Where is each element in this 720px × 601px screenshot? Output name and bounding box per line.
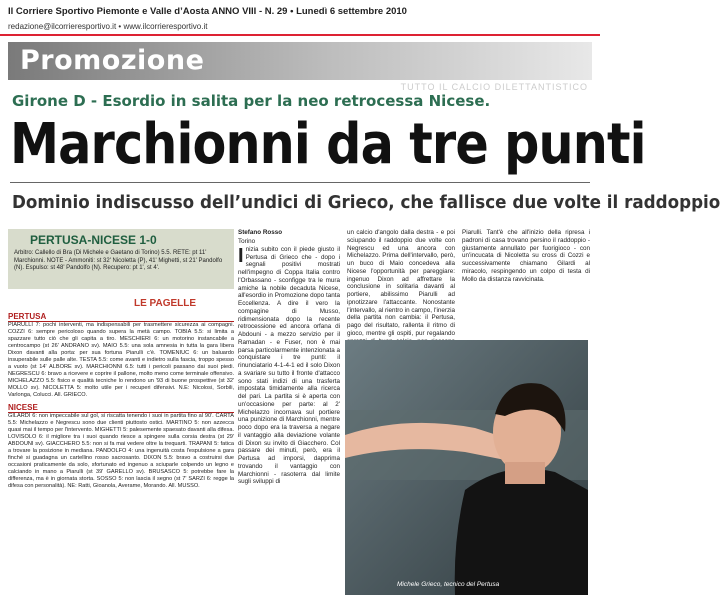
masthead-contacts: redazione@ilcorrieresportivo.it • www.ilcorrieresportivo.it [8, 22, 208, 31]
masthead-web[interactable]: www.ilcorrieresportivo.it [123, 22, 208, 31]
masthead-email[interactable]: redazione@ilcorrieresportivo.it [8, 22, 117, 31]
team-home: PERTUSA [8, 312, 234, 322]
masthead-issue: ANNO VIII - N. 29 [211, 6, 288, 17]
divider [10, 182, 590, 183]
kicker: Girone D - Esordio in salita per la neo retrocessa Nicese. [12, 92, 491, 110]
section-band [8, 42, 592, 80]
pagelle-section [8, 312, 234, 490]
article-col-1 [238, 238, 340, 486]
article-col2-text: un calcio d'angolo dalla destra - e poi sciupando il raddoppio due volte con Negrescu ed una ancora con Michelazzo. Prima dell'intervallo, però, un buco di Maio concedeva alla Nicese l'opportunità per pareggiare: ingenuo Dixon ad affrettare la conclusione in solitaria davanti al portiere, abilissimo Piarulli ad ipnotizzare l'attaccante. Nonostante l'intervallo, al rientro in campo, l'inerzia della partita non cambia: il Pertusa, pago del risultato, rallenta il ritmo di gioco, mentre gli ospiti, pur regalando [347, 229, 455, 337]
masthead-date: Lunedì 6 settembre 2010 [296, 6, 407, 17]
byline [238, 229, 282, 237]
pagelle-title: LE PAGELLE [134, 298, 197, 309]
watermark: TUTTO IL CALCIO DILETTANTISTICO [400, 82, 588, 92]
top-divider [0, 34, 600, 36]
article-col3-text: Piarulli. Tant'è che all'inizio della ripresa i padroni di casa trovano persino il raddoppio - giustamente annullato per fuorigioco - con un'incucata di Nicoletta su cross di Cozzi e successivamente chiamano Gilardi al miracolo, respingendo un colpo di testa di Mollo da distanza ravvicinata. [462, 229, 590, 283]
match-score: PERTUSA-NICESE 1-0 [30, 233, 157, 247]
home-grades: PIARULLI 7: pochi interventi, ma indispensabili per trasmettere sicurezza ai compagni. COZZI 6: sempre pericoloso quando supera la metà campo. TOBIA 5.5: si limita a spazzare tutto ciò che gli capita a tiro. MESCHIERI 6: un motorino instancabile a centrocampo (st 26' ANDRANO sv). MAIO 5.5: una sola amnesia in tutta la gara libera Dixon davanti alla porta: per sua fortuna Piarulli c'è. TOMENIUC 6: un baluardo insuperabile sulle palle alte. TESTA 5.5: come avanti e indietro sulla fascia, troppo spesso a vuoto (st 14' ALBORE sv). MARCHIONNI 6.5: tutti i pericoli passano dai suoi piedi. NEGRESCU 6: bravo a ricevere e coprire il pallone, molto meno come terminale offensivo. MICHELAZZO 5.5: fisico e qualità tecniche lo rendono un '93 di buone prospettive (st 32' MOLLO sv). NICOLETTA 5: molto utile per i recuperi difensivi. N.E: Nicolosi, Sorbili, Varlonga, Colucci. All. GRIECO. [8, 322, 234, 398]
article-col-3 [462, 229, 590, 283]
subheadline: Dominio indiscusso dell’undici di Grieco, che fallisce due volte il raddoppio [12, 192, 720, 213]
photo-caption: Michele Grieco, tecnico del Pertusa [397, 581, 500, 588]
coach-photo [345, 340, 588, 595]
section-title: Promozione [20, 45, 205, 76]
masthead-title: Il Corriere Sportivo Piemonte e Valle d’Aosta [8, 6, 210, 17]
match-info: Arbitro: Callello di Bra (Di Michele e Gaetano di Torino) 5.5. RETE: pt 11' Marchionni. NOTE - Ammoniti: st 32' Nicoletta (P), 41' Mighetti, st 21' Pandolfo (N). Espulso: st 48' Pandolfo (N). Recupero: pt 1', st 4'. [14, 250, 223, 272]
photo-illustration [345, 340, 588, 595]
dropcap: I [238, 244, 244, 267]
city: Torino [238, 238, 256, 245]
masthead: Il Corriere Sportivo Piemonte e Valle d’Aosta ANNO VIII - N. 29 • Lunedì 6 settembre 2010 [8, 6, 407, 17]
author: Stefano Rosso [238, 229, 283, 236]
headline: Marchionni da tre punti [10, 112, 646, 177]
away-grades: GILARDI 6: non impeccabile sul gol, si riscatta tenendo i suoi in partita fino al 90'. CARTA 5.5: Michelazzo e Negrescu sono due clienti piuttosto ostici. MARTINO 5: non azzecca quasi mai il tempo per l'intervento. MIGHETTI 5: palesemente spaesato davanti alla difesa. LOVISOLO 6: il migliore tra i suoi quando riesce a spingere sulla corsia destra (st 29' ABDOUNI sv). GIACCHERO 5.5: non si fa mai vedere oltre la trequarti. TRAPANI 5: fatica a trovare la posizione in mediana. PANDOLFO 4: una ingenuità costa l'espulsione a gara finché si guadagna un cartellino rosso sacrosanto. DIXON 5.5: bravo a costruirsi due occasioni praticamente da solo, sfortunato ed ingenuo a sciuparle colpendo un legno e calciando in mano a Piarulli (st 39' GARELLO sv). BRUSASCO 5: potrebbe fare la differenza, ma è in giornata storta. SOSSO 5: non lascia il segno (st 7' SARZI 6: regge la difesa con personalità). NE: Ratti, Gioanola, Averame, Morando. All. MUSSO. [8, 413, 234, 489]
team-away: NICESE [8, 403, 234, 413]
article-col1-text: nizia subito con il piede giusto il Pertusa di Grieco che - dopo i segnali positivi mostrati nell'impegno di Coppa Italia contro l'Orbassano - sconfigge tra le mura amiche la nobile decaduta Nicese, all'esordio in Promozione dopo tanta Eccellenza. A dire il vero la compagine di Musso, ridimensionata dopo la recente retrocessione ed ancora orfana di Abdouni - a mezzo servizio per il Ramadan - e Fuser, non è mai parsa particolarmente intenzionata a conquistare i tre punti: il rinunciatario 4-1-4-1 ed il solo Dixon a svariare su tutto il fronte d'attacco sono stati indizi di una trasferta impostata timidamente alla ricerca del pari. La partita si è aperta con un'occasione per parte: al 2' Michelazzo incornava sul portiere una punizione di Marchionni, mentre poco dopo era la traversa a negare il vantaggio alla deviazione volante di Dixon su invito di Giacchero. Col passare dei minuti, però, era il Pertusa ad imporsi, dapprima trovando il vantaggio con Marchionni - rasoterra dal limite sugli sviluppi di [238, 245, 340, 486]
